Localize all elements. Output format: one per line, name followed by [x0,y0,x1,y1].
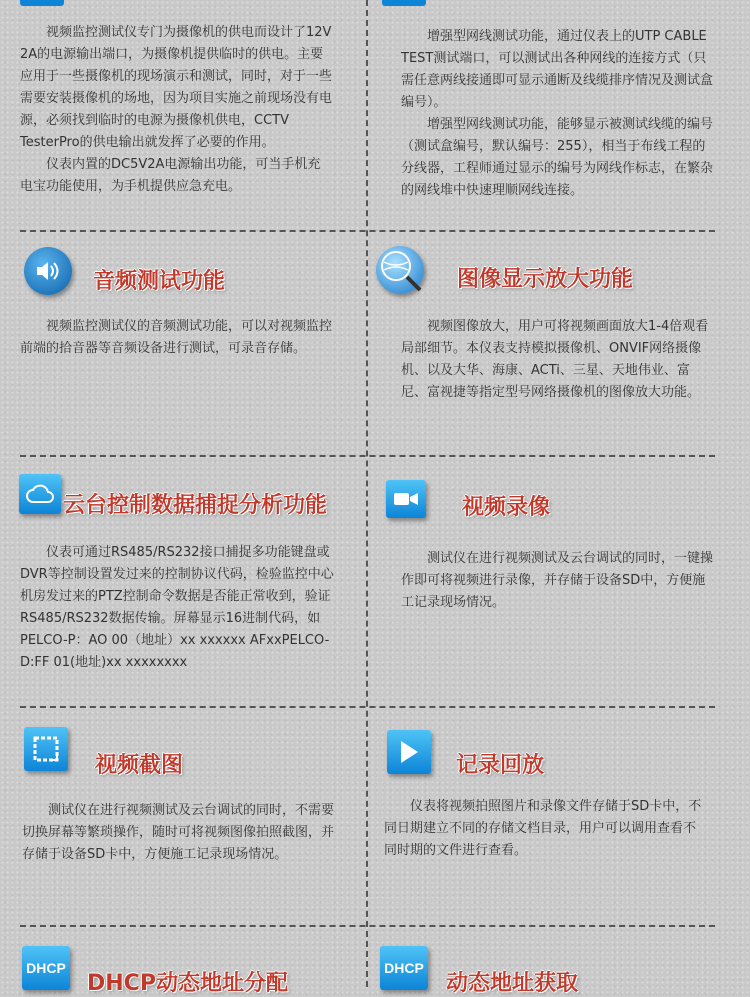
icon-label: DHCP [26,960,66,976]
section-title: 记录回放 [456,753,545,778]
section-title: 音频测试功能 [93,269,226,294]
dhcp-icon [380,946,428,990]
horizontal-divider [20,925,715,927]
paragraph: 视频监控测试仪的音频测试功能，可以对视频监控前端的拾音器等音频设备进行测试，可录音存储。 [20,319,333,356]
vertical-divider [366,0,368,987]
section-title: 图像显示放大功能 [457,267,634,292]
section-title: 云台控制数据捕捉分析功能 [63,493,328,518]
globe-magnifier-icon [376,246,424,294]
section-text [20,542,338,674]
section-title: 视频录像 [462,495,551,520]
section-text [384,796,704,862]
speaker-icon [24,247,72,295]
top-left-text [20,22,332,198]
horizontal-divider [20,455,715,457]
paragraph: 视频监控测试仪专门为摄像机的供电而设计了12V 2A的电源输出端口，为摄像机提供临时的供电。主要应用于一些摄像机的现场演示和测试，同时，对于一些需要安装摄像机的场地，因为项目实施之前现场没有电源，必须找到临时的电源为摄像机供电，CCTV TesterPro的供电输出就发挥了必要的作用。 [20,25,333,150]
horizontal-divider [20,706,715,708]
paragraph: 增强型网线测试功能，能够显示被测试线缆的编号（测试盒编号，默认编号：255），相当于布线工程的分线器，工程师通过显示的编号为网线作标志，在繁杂的网线堆中快速理顺网线连接。 [401,117,714,198]
top-right-text [401,26,713,202]
video-camera-icon [386,480,426,518]
paragraph: 测试仪在进行视频测试及云台调试的同时，一键操作即可将视频进行录像，并存储于设备SD中，方便施工记录现场情况。 [401,551,714,610]
top-right-icon [382,0,426,6]
paragraph: 增强型网线测试功能，通过仪表上的UTP CABLE TEST测试端口，可以测试出各种网线的连接方式（只需任意两线接通即可显示通断及线缆排序情况及测试盒编号）。 [401,29,714,110]
icon-label: DHCP [384,960,424,976]
cloud-icon [19,474,61,514]
paragraph: 视频图像放大，用户可将视频画面放大1-4倍观看局部细节。本仪表支持模拟摄像机、ONVIF网络摄像机、以及大华、海康、ACTi、三星、天地伟业、富尼、富视捷等指定型号网络摄像机的图像放大功能。 [401,319,709,400]
dhcp-icon [22,946,70,990]
top-left-icon [20,0,64,6]
paragraph: 仪表将视频拍照图片和录像文件存储于SD卡中，不同日期建立不同的存储文档目录，用户可以调用查看不同时期的文件进行查看。 [384,799,702,858]
section-text [20,316,332,360]
section-text [22,800,334,866]
section-title: 视频截图 [95,753,184,778]
section-text [401,316,713,404]
play-icon [387,730,431,774]
horizontal-divider [20,230,715,232]
section-text [401,548,717,614]
section-title: 动态地址获取 [446,971,579,996]
paragraph: 仪表内置的DC5V2A电源输出功能，可当手机充电宝功能使用，为手机提供应急充电。 [20,157,321,194]
section-title: DHCP动态地址分配 [87,971,288,996]
screenshot-icon [24,727,68,771]
paragraph: 测试仪在进行视频测试及云台调试的同时，不需要切换屏幕等繁琐操作，随时可将视频图像拍照截图，并存储于设备SD卡中，方便施工记录现场情况。 [22,803,335,862]
paragraph: 仪表可通过RS485/RS232接口捕捉多功能键盘或DVR等控制设置发过来的控制协议代码，检验监控中心机房发过来的PTZ控制命令数据是否能正常收到，验证RS485/RS232数据传输。屏幕显示16进制代码，如PELCO-P：AO 00（地址）xx xxxxxx AFxxPELCO-D:FF 01(地址)xx xxxxxxxx [20,545,334,670]
